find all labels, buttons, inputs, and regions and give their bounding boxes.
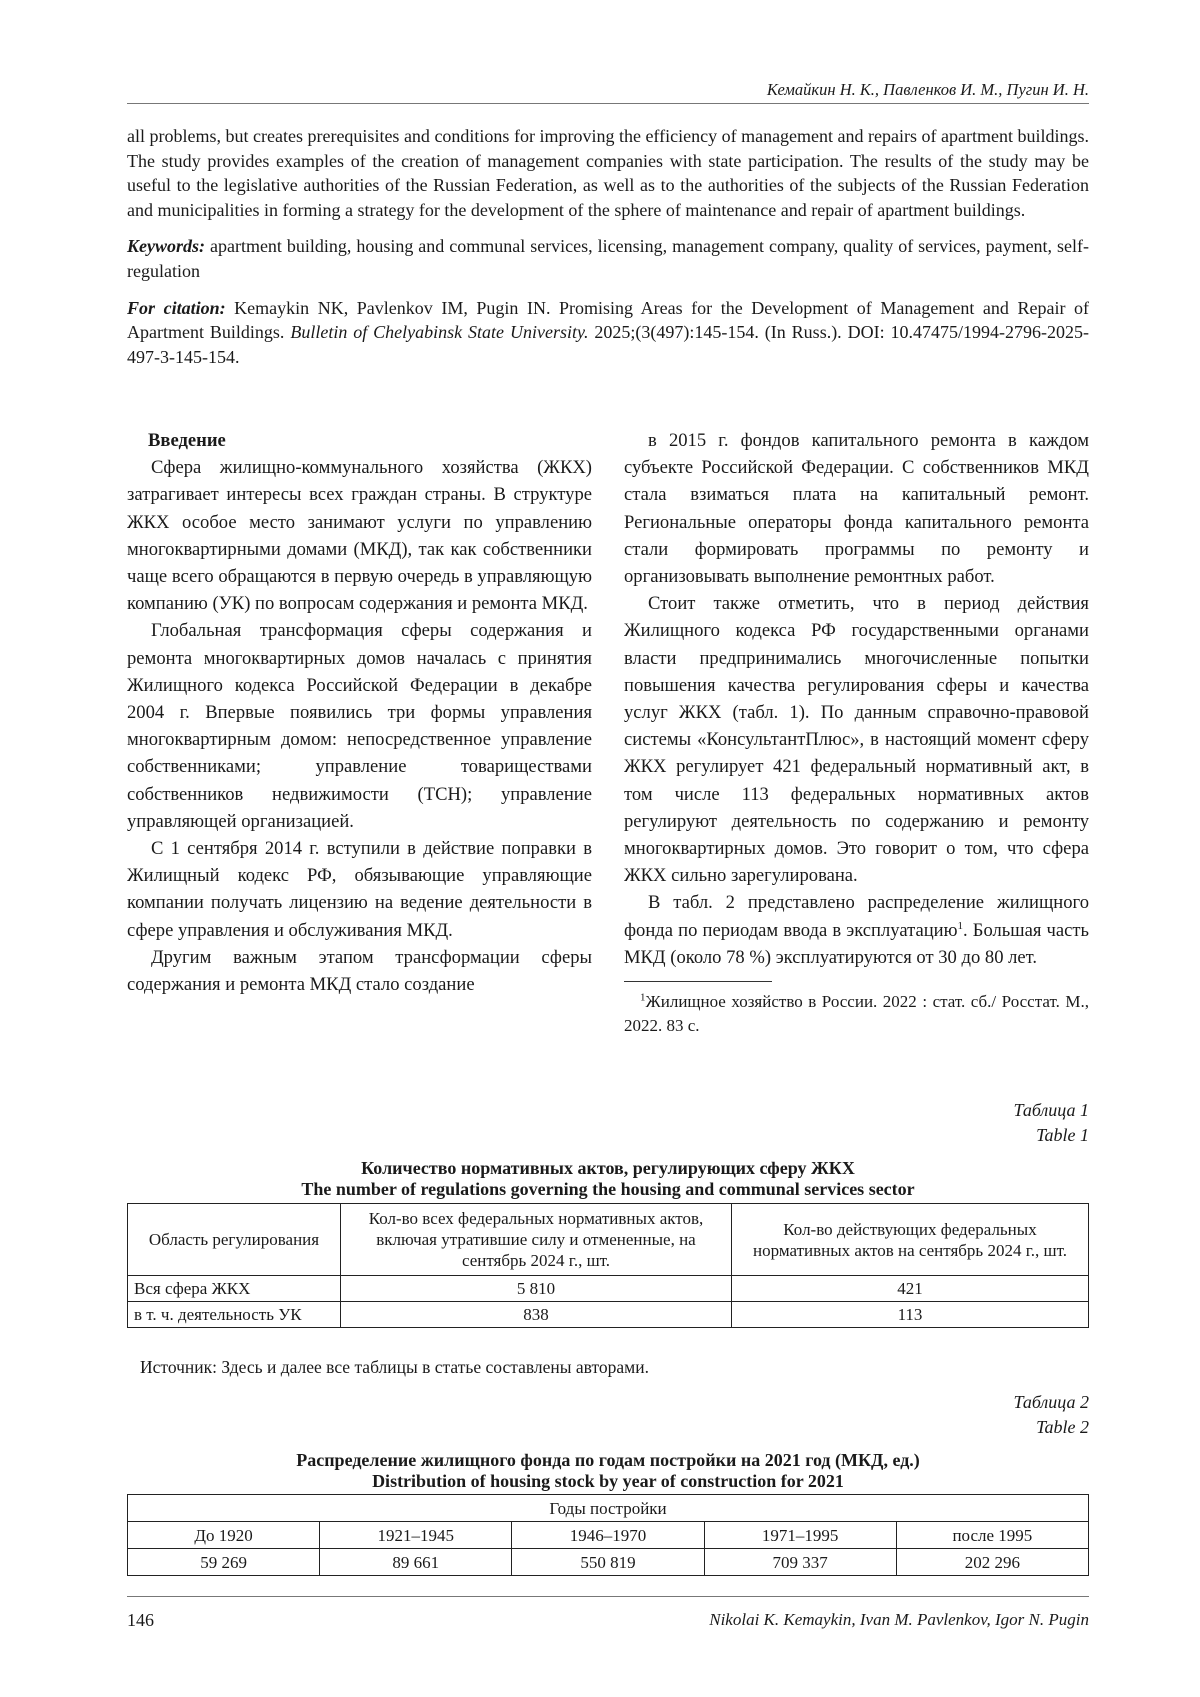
- keywords: [127, 234, 1089, 283]
- header-rule: [127, 103, 1089, 104]
- body-paragraph: Сфера жилищно-коммунального хозяйства (ЖКХ) затрагивает интересы всех граждан страны. В структуре ЖКХ особое место занимают услуги по управлению многоквартирными домами (МКД), так как собственники чаще всего обращаются в первую очередь в управляющую компанию (УК) по вопросам содержания и ремонта МКД.: [127, 457, 592, 615]
- footnote-text: Жилищное хозяйство в России. 2022 : стат. сб./ Росстат. М., 2022. 83 с.: [624, 992, 1089, 1036]
- table2-title-ru: Распределение жилищного фонда по годам постройки на 2021 год (МКД, ед.): [296, 1450, 920, 1470]
- keywords-label: Keywords:: [127, 236, 205, 257]
- table-row: [128, 1276, 1089, 1302]
- table-header-cell: Область регулирования: [128, 1204, 341, 1276]
- table-cell: 421: [732, 1276, 1089, 1302]
- keywords-text: apartment building, housing and communal services, licensing, management company, quality of services, payment, self-regulation: [127, 236, 1089, 281]
- body-paragraph: Стоит также отметить, что в период действия Жилищного кодекса РФ государственными органами власти предпринимались многочисленные попытки повышения качества регулирования сферы и качества услуг ЖКХ (табл. 1). По данным справочно-правовой системы «КонсультантПлюс», в настоящий момент сферу ЖКХ регулирует 421 федеральный нормативный акт, в том числе 113 федеральных нормативных актов регулируют деятельность по содержанию и ремонту многоквартирных домов. Это говорит о том, что сфера ЖКХ сильно зарегулирована.: [624, 593, 1089, 887]
- table1-label: [1013, 1098, 1089, 1148]
- citation-label: For citation:: [127, 297, 226, 318]
- body-paragraph: в 2015 г. фондов капитального ремонта в каждом субъекте Российской Федерации. С собственников МКД стала взиматься плата на капитальный ремонт. Региональные операторы фонда капитального ремонта стали формировать программы по ремонту и организовывать выполнение ремонтных работ.: [624, 430, 1089, 588]
- table-header-cell: Кол-во всех федеральных нормативных актов, включая утратившие силу и отмененные, на сентябрь 2024 г., шт.: [341, 1204, 732, 1276]
- body-paragraph: Глобальная трансформация сферы содержания и ремонта многоквартирных домов началась с принятия Жилищного кодекса Российской Федерации в декабре 2004 г. Впервые появились три формы управления многоквартирным домом: непосредственное управление собственниками; управление товариществами собственников недвижимости (ТСН); управление управляющей организацией.: [127, 620, 592, 832]
- table2: [127, 1494, 1089, 1576]
- table-cell: 550 819: [512, 1549, 704, 1576]
- table-cell: 113: [732, 1302, 1089, 1328]
- table-header-cell: До 1920: [128, 1522, 320, 1549]
- footnote: [624, 990, 1089, 1038]
- table-cell: 709 337: [704, 1549, 896, 1576]
- abstract-text: all problems, but creates prerequisites and conditions for improving the efficiency of management and repairs of apartment buildings. The study provides examples of the creation of management companies with state participation. The results of the study may be useful to the legislative authorities of the Russian Federation, as well as to the authorities of the subjects of the Russian Federation and municipalities in forming a strategy for the development of the sphere of maintenance and repair of apartment buildings.: [127, 126, 1089, 220]
- table-cell: 5 810: [341, 1276, 732, 1302]
- table-header-cell: Кол-во действующих федеральных нормативных актов на сентябрь 2024 г., шт.: [732, 1204, 1089, 1276]
- table-header-row: [128, 1204, 1089, 1276]
- table-header-cell: 1971–1995: [704, 1522, 896, 1549]
- footnote-ref: 1: [957, 919, 964, 932]
- table2-label: [1013, 1390, 1089, 1440]
- table-cell: 89 661: [320, 1549, 512, 1576]
- paragraph-text: В табл. 2 представлено распределение жилищного фонда по периодам ввода в эксплуатацию: [624, 892, 1089, 941]
- table-group-header: Годы постройки: [128, 1495, 1089, 1522]
- table1: [127, 1203, 1089, 1328]
- citation-text: Kemaykin NK, Pavlenkov IM, Pugin IN. Promising Areas for the Development of Management and Repair of Apartment Buildings.: [127, 297, 1089, 343]
- table-cell: 838: [341, 1302, 732, 1328]
- footer-rule: [127, 1596, 1089, 1597]
- paragraph-text: . Большая часть МКД (около 78 %) эксплуатируются от 30 до 80 лет.: [624, 919, 1089, 968]
- table-header-cell: 1921–1945: [320, 1522, 512, 1549]
- running-head-authors: Кемайкин Н. К., Павленков И. М., Пугин И. Н.: [766, 80, 1089, 99]
- table-cell: 202 296: [896, 1549, 1088, 1576]
- table-row: [128, 1302, 1089, 1328]
- page-number: 146: [127, 1610, 154, 1630]
- abstract-block: [127, 124, 1089, 381]
- table2-title-en: Distribution of housing stock by year of construction for 2021: [372, 1471, 844, 1491]
- table1-label-en: Table 1: [1036, 1125, 1089, 1145]
- footnote-rule: [624, 981, 772, 982]
- table1-title: [127, 1158, 1089, 1200]
- table1-label-ru: Таблица 1: [1013, 1100, 1089, 1120]
- table1-title-ru: Количество нормативных актов, регулирующих сферу ЖКХ: [361, 1158, 855, 1178]
- footer-authors: Nikolai K. Kemaykin, Ivan M. Pavlenkov, Igor N. Pugin: [709, 1610, 1089, 1629]
- table-header-row: [128, 1522, 1089, 1549]
- body-paragraph: Другим важным этапом трансформации сферы содержания и ремонта МКД стало создание: [127, 946, 592, 996]
- table1-title-en: The number of regulations governing the housing and communal services sector: [301, 1179, 915, 1199]
- body-paragraph: С 1 сентября 2014 г. вступили в действие поправки в Жилищный кодекс РФ, обязывающие управляющие компании получать лицензию на ведение деятельности в сфере управления и обслуживания МКД.: [127, 838, 592, 941]
- table-row: [128, 1549, 1089, 1576]
- table-cell: в т. ч. деятельность УК: [128, 1302, 341, 1328]
- citation-doi: 2025;(3(497):145-154. (In Russ.). DOI: 10.47475/1994-2796-2025-497-3-145-154.: [127, 322, 1089, 367]
- table-group-header-row: [128, 1495, 1089, 1522]
- table-cell: 59 269: [128, 1549, 320, 1576]
- right-column: [624, 427, 1089, 1038]
- table2-title: [127, 1450, 1089, 1492]
- table-header-cell: после 1995: [896, 1522, 1088, 1549]
- table2-label-ru: Таблица 2: [1013, 1392, 1089, 1412]
- footnote-marker: 1: [640, 991, 646, 1004]
- section-heading: Введение: [148, 430, 226, 451]
- table-source-note: Источник: Здесь и далее все таблицы в статье составлены авторами.: [140, 1357, 649, 1377]
- table-header-cell: 1946–1970: [512, 1522, 704, 1549]
- table2-label-en: Table 2: [1036, 1417, 1089, 1437]
- table-cell: Вся сфера ЖКХ: [128, 1276, 341, 1302]
- body-paragraph: [624, 889, 1089, 971]
- citation-journal: Bulletin of Chelyabinsk State University.: [290, 322, 589, 343]
- left-column: [127, 427, 592, 998]
- citation: [127, 296, 1089, 370]
